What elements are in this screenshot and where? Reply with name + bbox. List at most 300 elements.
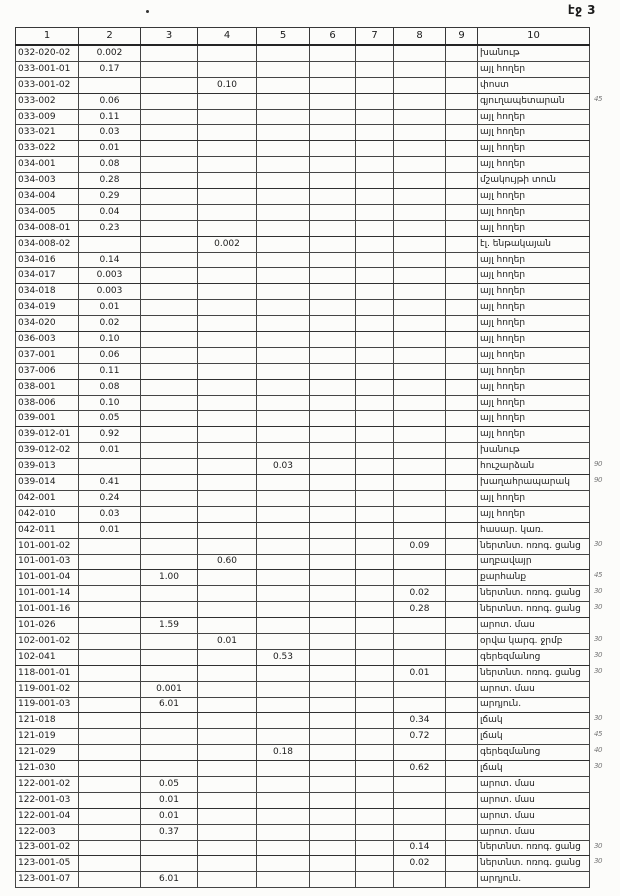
table-row xyxy=(16,776,590,792)
cell-landuse: այլ հողեր xyxy=(478,411,590,427)
cell-value xyxy=(446,316,478,332)
cell-value xyxy=(257,808,310,824)
cell-value xyxy=(310,379,356,395)
cell-value xyxy=(310,395,356,411)
cell-value xyxy=(394,252,446,268)
cell-value xyxy=(198,776,257,792)
table-row xyxy=(16,554,590,570)
cell-value xyxy=(141,347,198,363)
cell-value xyxy=(79,840,141,856)
table-row xyxy=(16,93,590,109)
cell-value: 0.06 xyxy=(79,93,141,109)
cell-value xyxy=(446,45,478,61)
cell-landuse: այլ հողեր xyxy=(478,490,590,506)
cell-value xyxy=(310,268,356,284)
cell-value xyxy=(446,792,478,808)
cell-landuse: ներտնտ. ոռոգ. ցանց 30 xyxy=(478,538,590,554)
column-header: 6 xyxy=(310,28,356,46)
cell-code: 033-001-01 xyxy=(16,61,79,77)
cell-value xyxy=(198,141,257,157)
column-header: 9 xyxy=(446,28,478,46)
cell-value xyxy=(446,427,478,443)
cell-landuse: արոտ. մաս xyxy=(478,618,590,634)
cell-value: 6.01 xyxy=(141,872,198,888)
cell-value xyxy=(141,109,198,125)
cell-value xyxy=(446,776,478,792)
cell-code: 039-013 xyxy=(16,459,79,475)
cell-value xyxy=(310,109,356,125)
cell-value xyxy=(356,522,394,538)
cell-value xyxy=(446,157,478,173)
cell-value xyxy=(394,506,446,522)
cell-value xyxy=(257,665,310,681)
cell-value: 0.53 xyxy=(257,649,310,665)
cell-value xyxy=(310,77,356,93)
cell-value xyxy=(446,665,478,681)
cell-landuse: խանութ xyxy=(478,443,590,459)
cell-value xyxy=(141,252,198,268)
cell-value xyxy=(310,141,356,157)
cell-value xyxy=(141,363,198,379)
cell-value xyxy=(141,713,198,729)
cell-value xyxy=(257,697,310,713)
cell-value xyxy=(310,697,356,713)
cell-value xyxy=(198,475,257,491)
cell-value: 0.60 xyxy=(198,554,257,570)
table-row xyxy=(16,300,590,316)
table-row xyxy=(16,347,590,363)
cell-value xyxy=(394,522,446,538)
cell-value xyxy=(79,570,141,586)
cell-landuse: այլ հողեր xyxy=(478,284,590,300)
cell-landuse: խաղահրապարակ 90 xyxy=(478,475,590,491)
table-row xyxy=(16,252,590,268)
cell-value: 0.01 xyxy=(79,522,141,538)
cell-value: 0.02 xyxy=(79,316,141,332)
cell-value xyxy=(141,125,198,141)
table-row xyxy=(16,824,590,840)
cell-code: 033-002 xyxy=(16,93,79,109)
cell-value xyxy=(141,745,198,761)
cell-value xyxy=(198,93,257,109)
cell-value xyxy=(310,284,356,300)
cell-value xyxy=(310,538,356,554)
cell-value: 0.37 xyxy=(141,824,198,840)
cell-value xyxy=(310,125,356,141)
cell-value xyxy=(198,824,257,840)
cell-value xyxy=(446,459,478,475)
cell-landuse: գերեզմանոց 40 xyxy=(478,745,590,761)
cell-value xyxy=(141,45,198,61)
cell-landuse: օրվա կարգ. ջրմբ 30 xyxy=(478,633,590,649)
cell-value xyxy=(79,681,141,697)
cell-value xyxy=(198,411,257,427)
cell-value xyxy=(356,252,394,268)
table-row xyxy=(16,808,590,824)
cell-code: 036-003 xyxy=(16,332,79,348)
cell-value xyxy=(394,125,446,141)
cell-value xyxy=(310,347,356,363)
cell-value xyxy=(198,697,257,713)
cell-value xyxy=(356,872,394,888)
handwritten-margin-note: 45 xyxy=(594,730,602,739)
cell-value xyxy=(394,427,446,443)
cell-value xyxy=(356,236,394,252)
cell-landuse: այլ հողեր xyxy=(478,347,590,363)
cell-value xyxy=(310,808,356,824)
cell-code: 121-030 xyxy=(16,761,79,777)
cell-code: 101-001-03 xyxy=(16,554,79,570)
cell-landuse: ներտնտ. ոռոգ. ցանց 30 xyxy=(478,665,590,681)
table-row xyxy=(16,236,590,252)
cell-value xyxy=(356,840,394,856)
cell-value xyxy=(257,252,310,268)
cell-value xyxy=(141,506,198,522)
cell-value xyxy=(198,316,257,332)
cell-value xyxy=(446,649,478,665)
cell-value xyxy=(446,761,478,777)
table-row xyxy=(16,220,590,236)
cell-code: 033-009 xyxy=(16,109,79,125)
column-header: 1 xyxy=(16,28,79,46)
cell-code: 034-008-02 xyxy=(16,236,79,252)
cell-value xyxy=(198,459,257,475)
cell-landuse: արդյուն. xyxy=(478,697,590,713)
cell-value xyxy=(446,856,478,872)
cell-value xyxy=(198,252,257,268)
cell-value xyxy=(141,443,198,459)
table-row xyxy=(16,363,590,379)
cell-value xyxy=(310,332,356,348)
cell-landuse: հուշարձան 90 xyxy=(478,459,590,475)
cell-value xyxy=(310,220,356,236)
cell-value xyxy=(446,141,478,157)
cell-value xyxy=(446,61,478,77)
cell-value xyxy=(198,570,257,586)
cell-value xyxy=(394,109,446,125)
cell-landuse: այլ հողեր xyxy=(478,189,590,205)
table-row xyxy=(16,872,590,888)
table-row xyxy=(16,618,590,634)
cell-value xyxy=(257,332,310,348)
cell-code: 122-001-02 xyxy=(16,776,79,792)
cell-value: 0.01 xyxy=(79,141,141,157)
cell-value xyxy=(198,204,257,220)
cell-code: 101-001-02 xyxy=(16,538,79,554)
cell-value: 0.04 xyxy=(79,204,141,220)
handwritten-margin-note: 30 xyxy=(594,714,602,723)
cell-value xyxy=(141,300,198,316)
cell-value xyxy=(310,681,356,697)
cell-value xyxy=(356,316,394,332)
cell-value xyxy=(446,713,478,729)
cell-landuse: արդյուն. xyxy=(478,872,590,888)
cell-value xyxy=(79,856,141,872)
cell-value xyxy=(257,220,310,236)
table-row xyxy=(16,761,590,777)
cell-value xyxy=(446,681,478,697)
cell-value: 0.72 xyxy=(394,729,446,745)
cell-value xyxy=(79,602,141,618)
table-row xyxy=(16,268,590,284)
handwritten-margin-note: 30 xyxy=(594,841,602,850)
cell-value: 0.01 xyxy=(141,808,198,824)
cell-value xyxy=(356,395,394,411)
cell-value xyxy=(198,808,257,824)
cell-landuse: արոտ. մաս xyxy=(478,808,590,824)
cell-value: 0.01 xyxy=(79,443,141,459)
cell-value xyxy=(198,761,257,777)
cell-code: 123-001-07 xyxy=(16,872,79,888)
cell-value xyxy=(356,332,394,348)
cell-value xyxy=(310,459,356,475)
column-header: 4 xyxy=(198,28,257,46)
cell-value xyxy=(310,729,356,745)
cell-value xyxy=(394,776,446,792)
cell-value xyxy=(310,872,356,888)
cell-value xyxy=(198,443,257,459)
cell-landuse: այլ հողեր xyxy=(478,395,590,411)
cell-value xyxy=(257,284,310,300)
cell-value xyxy=(141,490,198,506)
cell-value xyxy=(446,284,478,300)
table-row xyxy=(16,173,590,189)
cell-value: 0.14 xyxy=(394,840,446,856)
cell-landuse: այլ հողեր xyxy=(478,157,590,173)
cell-landuse: այլ հողեր xyxy=(478,204,590,220)
cell-value xyxy=(257,93,310,109)
cell-value xyxy=(141,268,198,284)
cell-value xyxy=(79,697,141,713)
cell-value xyxy=(79,776,141,792)
cell-value xyxy=(394,157,446,173)
cell-value xyxy=(310,411,356,427)
cell-value xyxy=(257,204,310,220)
cell-value xyxy=(198,284,257,300)
cell-value xyxy=(198,45,257,61)
cell-value xyxy=(446,872,478,888)
cell-landuse: այլ հողեր xyxy=(478,506,590,522)
cell-value xyxy=(310,236,356,252)
cell-value xyxy=(310,61,356,77)
table-row xyxy=(16,157,590,173)
cell-landuse: այլ հողեր xyxy=(478,125,590,141)
cell-value xyxy=(141,856,198,872)
cell-value xyxy=(141,665,198,681)
cell-value xyxy=(310,173,356,189)
cell-value xyxy=(141,157,198,173)
cell-landuse: այլ հողեր xyxy=(478,268,590,284)
cell-value xyxy=(79,459,141,475)
cell-value xyxy=(446,379,478,395)
cell-code: 119-001-02 xyxy=(16,681,79,697)
cell-value xyxy=(198,840,257,856)
cell-value xyxy=(198,363,257,379)
cell-value xyxy=(394,220,446,236)
column-header: 5 xyxy=(257,28,310,46)
cell-value xyxy=(446,252,478,268)
table-row xyxy=(16,665,590,681)
cell-value xyxy=(257,522,310,538)
table-row xyxy=(16,141,590,157)
cell-landuse: լճակ 45 xyxy=(478,729,590,745)
cell-value xyxy=(141,77,198,93)
cell-landuse: այլ հողեր xyxy=(478,427,590,443)
page-number-label: էջ 3 xyxy=(567,3,596,17)
cell-landuse: արոտ. մաս xyxy=(478,792,590,808)
cell-code: 038-001 xyxy=(16,379,79,395)
cell-code: 101-001-14 xyxy=(16,586,79,602)
table-row xyxy=(16,45,590,61)
cell-value xyxy=(356,379,394,395)
cell-value: 0.28 xyxy=(79,173,141,189)
cell-value xyxy=(141,93,198,109)
cell-value xyxy=(310,618,356,634)
cell-value xyxy=(394,77,446,93)
cell-landuse: փոստ xyxy=(478,77,590,93)
cell-value xyxy=(446,522,478,538)
cell-value xyxy=(394,554,446,570)
cell-value: 1.00 xyxy=(141,570,198,586)
cell-value xyxy=(257,45,310,61)
cell-value: 0.41 xyxy=(79,475,141,491)
cell-value xyxy=(394,697,446,713)
cell-value xyxy=(446,411,478,427)
cell-value xyxy=(356,93,394,109)
table-body xyxy=(16,45,602,888)
cell-value xyxy=(356,157,394,173)
cell-value xyxy=(79,236,141,252)
cell-landuse: այլ հողեր xyxy=(478,379,590,395)
cell-value xyxy=(79,761,141,777)
cell-value xyxy=(257,618,310,634)
cell-value xyxy=(198,379,257,395)
cell-code: 034-004 xyxy=(16,189,79,205)
cell-value: 0.08 xyxy=(79,157,141,173)
cell-value xyxy=(257,681,310,697)
cell-code: 121-029 xyxy=(16,745,79,761)
cell-value xyxy=(198,649,257,665)
cell-code: 122-003 xyxy=(16,824,79,840)
cell-value xyxy=(394,61,446,77)
cell-code: 034-008-01 xyxy=(16,220,79,236)
cell-value xyxy=(356,824,394,840)
table-row xyxy=(16,395,590,411)
cell-value xyxy=(198,713,257,729)
cell-landuse: լճակ 30 xyxy=(478,761,590,777)
cell-value xyxy=(356,586,394,602)
cell-value xyxy=(356,729,394,745)
cell-value xyxy=(356,268,394,284)
cell-value xyxy=(356,347,394,363)
cell-value xyxy=(394,681,446,697)
cell-value xyxy=(356,284,394,300)
table-row xyxy=(16,459,590,475)
cell-code: 039-001 xyxy=(16,411,79,427)
table-row xyxy=(16,681,590,697)
cell-value xyxy=(394,808,446,824)
table-row xyxy=(16,840,590,856)
handwritten-margin-note: 40 xyxy=(594,746,602,755)
cell-value xyxy=(198,618,257,634)
cell-value xyxy=(198,395,257,411)
cell-value xyxy=(257,776,310,792)
handwritten-margin-note: 30 xyxy=(594,603,602,612)
cell-value xyxy=(79,633,141,649)
cell-value xyxy=(257,411,310,427)
cell-value xyxy=(394,45,446,61)
cell-value xyxy=(257,379,310,395)
cell-value xyxy=(141,61,198,77)
cell-value xyxy=(310,745,356,761)
cell-value xyxy=(394,93,446,109)
cell-value xyxy=(198,586,257,602)
land-register-table xyxy=(15,27,602,888)
cell-value xyxy=(257,633,310,649)
table-row xyxy=(16,332,590,348)
table-row xyxy=(16,109,590,125)
cell-value xyxy=(257,141,310,157)
cell-value xyxy=(310,204,356,220)
cell-value xyxy=(446,490,478,506)
cell-value xyxy=(446,332,478,348)
cell-code: 039-012-01 xyxy=(16,427,79,443)
cell-value xyxy=(356,554,394,570)
cell-value xyxy=(141,316,198,332)
cell-code: 034-001 xyxy=(16,157,79,173)
cell-value xyxy=(356,427,394,443)
cell-landuse: այլ հողեր xyxy=(478,61,590,77)
cell-value xyxy=(446,602,478,618)
cell-value xyxy=(446,570,478,586)
cell-value: 0.09 xyxy=(394,538,446,554)
cell-landuse: քարհանք 45 xyxy=(478,570,590,586)
cell-value: 0.23 xyxy=(79,220,141,236)
cell-code: 102-041 xyxy=(16,649,79,665)
cell-value xyxy=(446,697,478,713)
handwritten-margin-note: 90 xyxy=(594,476,602,485)
cell-value xyxy=(257,856,310,872)
cell-value xyxy=(257,792,310,808)
cell-value xyxy=(310,300,356,316)
table-row xyxy=(16,586,590,602)
cell-value xyxy=(446,268,478,284)
cell-value xyxy=(356,506,394,522)
cell-value: 6.01 xyxy=(141,697,198,713)
column-header: 8 xyxy=(394,28,446,46)
cell-value xyxy=(446,840,478,856)
cell-value xyxy=(141,427,198,443)
cell-landuse: ներտնտ. ոռոգ. ցանց 30 xyxy=(478,840,590,856)
cell-value xyxy=(257,554,310,570)
cell-value xyxy=(310,649,356,665)
cell-value xyxy=(198,268,257,284)
cell-code: 033-001-02 xyxy=(16,77,79,93)
cell-code: 122-001-04 xyxy=(16,808,79,824)
cell-landuse: այլ հողեր xyxy=(478,332,590,348)
cell-value xyxy=(356,761,394,777)
cell-value xyxy=(446,745,478,761)
handwritten-margin-note: 30 xyxy=(594,539,602,548)
cell-value xyxy=(198,300,257,316)
cell-value xyxy=(257,427,310,443)
cell-value xyxy=(141,220,198,236)
cell-value: 0.10 xyxy=(79,395,141,411)
cell-code: 034-017 xyxy=(16,268,79,284)
table-row xyxy=(16,538,590,554)
cell-value xyxy=(257,586,310,602)
cell-value xyxy=(310,475,356,491)
